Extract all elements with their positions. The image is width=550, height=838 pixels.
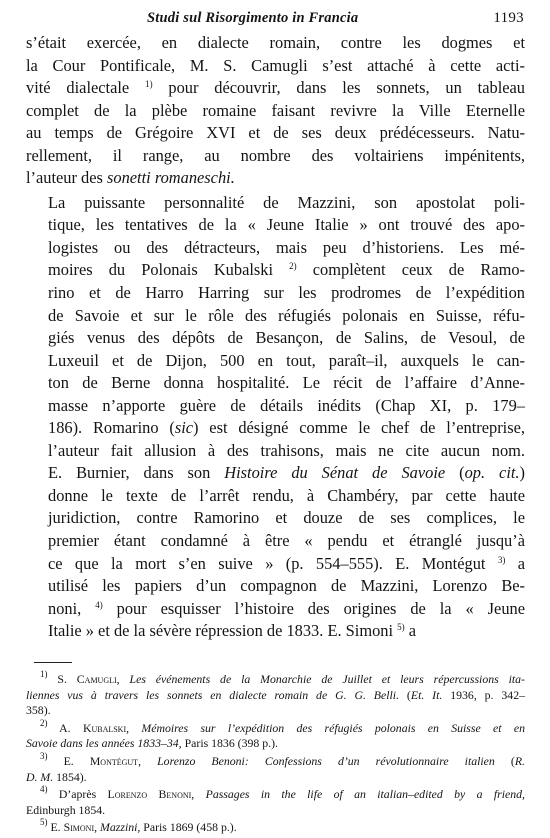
footnote-5 [26,817,525,836]
footnote-line [26,688,525,704]
author-name: Camugli [76,672,117,686]
text-line [26,192,525,215]
text-line [26,417,525,440]
footnote-marker: 4) [40,784,48,795]
footnote-line [26,703,525,719]
footnote-4 [26,784,525,818]
text-line [26,167,525,190]
footnote-marker: 4) [95,599,103,610]
text-line [26,350,525,373]
italic-text: Savoie dans les années 1833–34, [26,736,182,751]
text-run: La puissante personnalité de Mazzini, son apostolat poli- [48,192,525,212]
running-header [0,8,550,28]
text-run: A. [47,720,83,735]
text-run: la Cour Pontificale, M. S. Camugli s’est attaché à cette acti- [26,55,525,75]
text-run: , [191,787,206,802]
text-line [26,440,525,463]
italic-text: R. [514,753,525,768]
text-run: pour esquisser l’histoire des origines de la « Jeune [102,598,525,618]
italic-text: Mémoires sur l’expédition des réfugiés polonais en Suisse et en [141,720,525,735]
italic-text: sonetti romaneschi. [107,168,235,188]
text-line [26,214,525,237]
running-title: Studi sul Risorgimento in Francia [147,10,359,26]
text-line [26,77,525,100]
footnote-marker: 1) [145,79,153,90]
text-run: 1854). [53,769,87,784]
text-line [26,259,525,282]
footnote-line [26,750,525,770]
text-run: giés venus des dépôts de Besançon, de Salins, de Vesoul, de [48,328,525,348]
text-run: l’auteur fait allusion à des trahisons, mais ne cite aucun nom. [48,440,525,460]
footnote-marker: 5) [40,817,48,828]
italic-text: Les événements de la Monarchie de Juillet et leurs répercussions ita- [129,672,525,686]
text-line [26,553,525,576]
text-run: E. [47,753,90,768]
text-line [26,507,525,530]
footnote-line [26,817,525,836]
footnote-marker: 3) [40,750,48,761]
text-run: 1936, p. 342– [442,687,525,702]
text-line [26,530,525,553]
text-run: , [94,820,101,835]
text-run: ( [399,687,411,702]
text-run: utilisé les papiers d’un compagnon de Mazzini, Lorenzo Be- [48,576,525,596]
footnote-1 [26,669,525,719]
italic-text: D. M. [26,769,54,784]
text-line [26,327,525,350]
text-run: 186). Romarino ( [48,418,175,438]
text-run: , [126,720,142,735]
italic-text: Passages in the life of an italian–edited by a friend, [205,787,525,802]
text-run: , [138,753,158,768]
text-line [26,282,525,305]
text-run: a [505,553,526,573]
footnote-marker: 3) [497,554,506,565]
text-run: Paris 1836 (398 p.). [181,736,278,751]
text-line [26,575,525,598]
author-name: Montégut [89,753,139,768]
text-run: S. [47,672,77,686]
text-line [26,237,525,260]
footnote-marker: 2) [40,717,48,728]
text-run: juridiction, contre Ramorino et douze de ses complices, le [48,508,525,528]
text-run: de Savoie et sur le rôle des réfugiés polonais en Suisse, réfu- [48,305,525,325]
italic-text: Lorenzo Benoni: Confessions d’un révolutionnaire italien [157,753,495,768]
text-run: complètent ceux de Ramo- [296,260,525,280]
text-run: a [404,621,416,641]
footnote-line [26,770,525,786]
text-run: vité dialectale [26,78,146,98]
text-run: tique, les tentatives de la « Jeune Italie » ont trouvé des apo- [48,215,525,235]
text-run: noni, [48,598,96,618]
text-run: rino et de Harro Harring sur les prodromes de l’expédition [48,283,525,303]
text-run: premier étant condamné à être « pendu et étranglé jusqu’à [48,531,525,551]
footnote-line [26,669,525,688]
text-run: rellement, il range, au nombre des voltairiens impénitents, [26,145,525,165]
footnote-line [26,717,525,737]
footnote-2 [26,717,525,752]
author-name: Lorenzo Benoni [107,787,192,802]
text-run: ton de Berne donna hospitalité. Le récit de l’affaire d’Anne- [48,373,525,393]
author-name: Kubalski [82,720,127,735]
main-text [26,32,525,643]
italic-text: Mazzini, [100,820,141,835]
text-run: Paris 1869 (458 p.). [140,820,237,835]
text-run: ( [445,463,465,483]
footnotes [26,669,525,838]
text-run: E. Burnier, dans son [48,463,225,483]
text-run: , [116,672,130,686]
text-run: complet de la plèbe romaine faisant revivre la Ville Eternelle [26,100,525,120]
text-run: s’était exercée, en dialecte romain, contre les dogmes et [26,33,525,52]
footnote-line [26,736,525,752]
text-run: pour découvrir, dans les sonnets, un tableau [152,78,525,98]
paragraph-2 [26,192,525,643]
text-line [26,145,525,168]
text-run: ( [494,753,515,768]
text-run: Italie » et de la sévère répression de 1833. E. Simoni [48,621,398,641]
text-line [26,305,525,328]
text-run: ) [519,463,525,483]
italic-text: Et. It. [410,687,443,702]
italic-text: sic [174,418,194,438]
text-run: ce que la mort s’en suive » (p. 554–555). E. Montégut [48,553,498,573]
italic-text: Histoire du Sénat de Savoie [224,463,446,483]
footnote-line [26,803,525,819]
text-line [26,620,525,643]
text-run: au temps de Grégoire XVI et de ses deux prédécesseurs. Natu- [26,123,525,143]
text-line [26,462,525,485]
footnote-3 [26,750,525,785]
text-line [26,395,525,418]
text-run: D’après [47,787,108,802]
text-line [26,485,525,508]
footnote-rule [34,662,72,663]
text-line [26,100,525,123]
text-run: masse n’apporte guère de détails inédits (Chap XI, p. 179– [48,395,525,415]
text-run: Luxeuil et de Dijon, 500 en tout, paraît–il, auxquels le can- [48,350,525,370]
paragraph-1 [26,32,525,190]
text-run: 358). [26,703,51,718]
text-run: donne le texte de l’arrêt rendu, à Chambéry, par cette haute [48,485,525,505]
text-run: l’auteur des [26,168,108,188]
footnote-marker: 5) [397,622,405,633]
text-line [26,122,525,145]
italic-text: op. cit. [464,463,520,483]
text-line [26,372,525,395]
text-line [26,598,525,621]
text-line [26,55,525,78]
text-run: E. [47,820,64,835]
text-line [26,32,525,55]
footnote-line [26,784,525,803]
page-number: 1193 [493,10,524,26]
footnote-marker: 1) [40,669,48,679]
author-name: Simoni [63,820,95,835]
text-run: Edinburgh 1854. [26,802,106,817]
footnote-marker: 2) [289,261,297,272]
text-run: logistes ou des détracteurs, mais peu d’historiens. Les mé- [48,237,525,257]
text-run: moires du Polonais Kubalski [48,260,290,280]
text-run: ) est désigné comme le chef de l’entreprise, [193,418,525,438]
italic-text: liennes vus à travers les sonnets en dialecte romain de G. G. Belli. [26,687,400,702]
